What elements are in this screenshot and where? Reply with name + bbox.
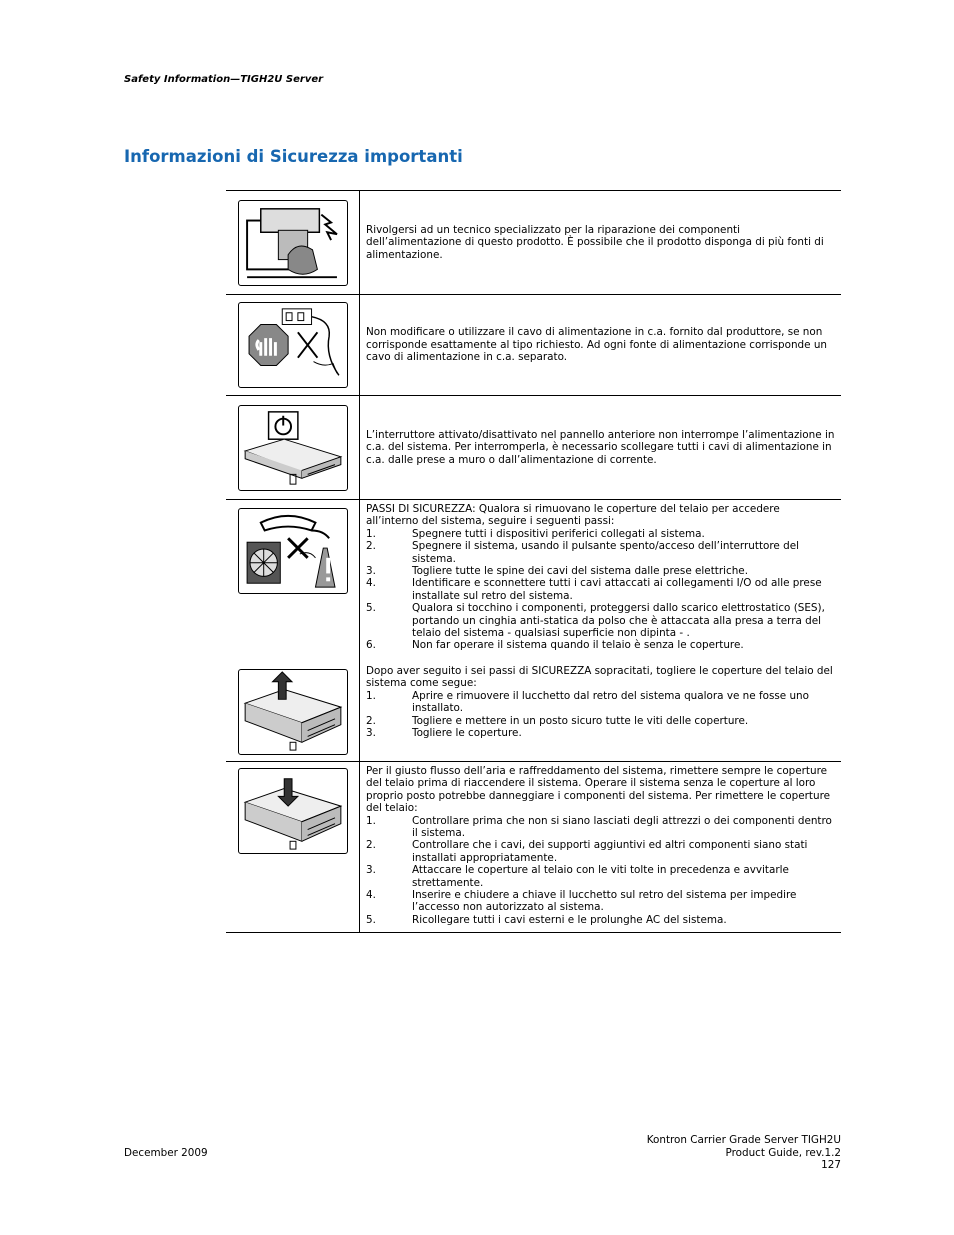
- page-number: 127: [821, 1159, 841, 1172]
- safety-steps-warning-icon: [238, 508, 348, 594]
- list-item: 4. Identificare e sconnettere tutti i cavi attaccati ai collegamenti I/O od alle prese installate sul retro del sistema.: [366, 577, 822, 602]
- safety-text: [360, 500, 841, 761]
- list-item: 3. Togliere tutte le spine dei cavi del sistema dalle prese elettriche.: [366, 565, 748, 578]
- safety-row: [226, 191, 841, 294]
- safety-row: [226, 294, 841, 395]
- list-item: 5. Qualora si tocchino i componenti, proteggersi dallo scarico elettrostatico (SES), portando un cinghia anti-statica da polso che è attaccata alla presa a terra del telaio del sistema - qualsiasi superficie non dipinta - .: [366, 602, 825, 640]
- steps-intro: PASSI DI SICUREZZA: Qualora si rimuovano le coperture del telaio per accedere all’interno del sistema, seguire i seguenti passi:: [366, 503, 780, 528]
- cover-removal-intro: Dopo aver seguito i sei passi di SICUREZZA sopracitati, togliere le coperture del telaio del sistema come segue:: [366, 664, 833, 690]
- remove-cover-icon: [238, 669, 348, 755]
- replace-cover-icon: [238, 768, 348, 854]
- list-item: 6. Non far operare il sistema quando il telaio è senza le coperture.: [366, 639, 744, 652]
- safety-text: Rivolgersi ad un tecnico specializzato per la riparazione dei componenti dell’alimentazione di questo prodotto. È possibile che il prodotto disponga di più fonti di alimentazione.: [366, 223, 824, 261]
- footer-info: [647, 1134, 841, 1172]
- cover-replace-list: [366, 815, 835, 927]
- footer-product: Kontron Carrier Grade Server TIGH2U: [646, 1134, 841, 1146]
- list-item: 3. Togliere le coperture.: [366, 726, 522, 739]
- list-item: 1. Spegnere tutti i dispositivi periferici collegati al sistema.: [366, 527, 705, 540]
- power-switch-server-icon: [238, 405, 348, 491]
- list-item: 5. Ricollegare tutti i cavi esterni e le prolunghe AC del sistema.: [366, 913, 727, 926]
- footer-date: December 2009: [124, 1147, 208, 1159]
- list-item: 3. Attaccare le coperture al telaio con le viti tolte in precedenza e avvitarle strettamente.: [366, 864, 789, 889]
- safety-row: [226, 499, 841, 761]
- list-item: 4. Inserire e chiudere a chiave il lucchetto sul retro del sistema per impedire l’accesso non autorizzato al sistema.: [366, 889, 797, 914]
- safety-text: L’interruttore attivato/disattivato nel pannello anteriore non interrompe l’alimentazione in c.a. del sistema. Per interromperla, è necessario scollegare tutti i cavi di alimentazione in c.a. dalle prese a muro o dall’alimentazione di corrente.: [366, 428, 835, 466]
- ac-cord-stop-hand-icon: [238, 302, 348, 388]
- cover-removal-list: [366, 690, 835, 740]
- list-item: 2. Controllare che i cavi, dei supporti aggiuntivi ed altri componenti siano stati installati appropriatamente.: [366, 839, 808, 864]
- footer-guide: Product Guide, rev.1.2: [725, 1146, 841, 1159]
- running-header: Safety Information—TIGH2U Server: [124, 74, 324, 85]
- safety-row: [226, 395, 841, 499]
- safety-table: [226, 190, 841, 933]
- cover-replace-intro: Per il giusto flusso dell’aria e raffreddamento del sistema, rimettere sempre le coperture del telaio prima di riaccendere il sistema. Operare il sistema senza le coperture al loro proprio posto potrebbe danneggiare i componenti del sistema. Per rimettere le coperture del telaio:: [366, 765, 831, 815]
- safety-text: Non modificare o utilizzare il cavo di alimentazione in c.a. fornito dal produttore, se non corrisponde esattamente al tipo richiesto. Ad ogni fonte di alimentazione corrisponde un cavo di alimentazione in c.a. separato.: [366, 326, 827, 364]
- list-item: 2. Spegnere il sistema, usando il pulsante spento/acceso dell’interruttore del sistema.: [366, 540, 799, 565]
- list-item: 1. Aprire e rimuovere il lucchetto dal retro del sistema qualora ve ne fosse uno installato.: [366, 689, 810, 715]
- list-item: 2. Togliere e mettere in un posto sicuro tutte le viti delle coperture.: [366, 714, 749, 727]
- power-supply-shock-icon: [238, 200, 348, 286]
- safety-row: [226, 761, 841, 932]
- list-item: 1. Controllare prima che non si siano lasciati degli attrezzi o dei componenti dentro il sistema.: [366, 814, 832, 840]
- section-title: Informazioni di Sicurezza importanti: [124, 147, 463, 166]
- safety-steps-list: [366, 528, 835, 652]
- safety-text: [360, 762, 841, 932]
